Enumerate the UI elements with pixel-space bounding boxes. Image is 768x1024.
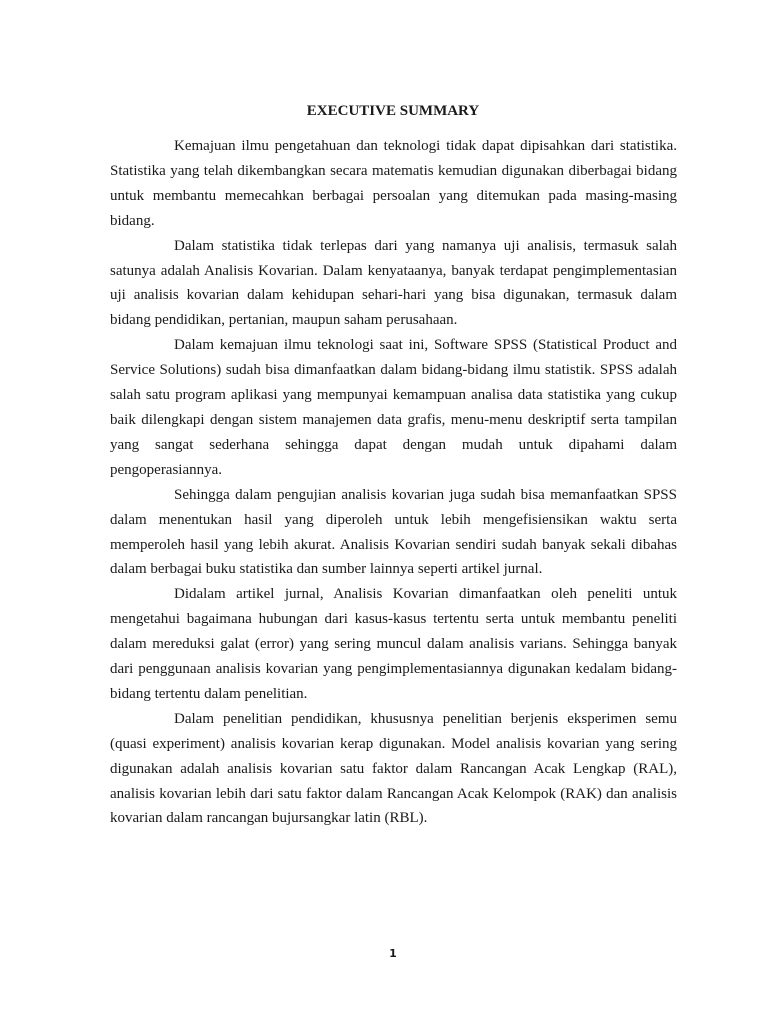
page-number: 1: [389, 947, 397, 960]
document-body: [110, 134, 677, 831]
paragraph-3: Dalam kemajuan ilmu teknologi saat ini, Software SPSS (Statistical Product and Service Solutions) sudah bisa dimanfaatkan dalam bidang-bidang ilmu statistik. SPSS adalah salah satu program aplikasi yang mempunyai kemampuan analisa data statistika yang cukup baik dilengkapi dengan sistem manajemen data grafis, menu-menu deskriptif serta tampilan yang sangat sederhana sehingga dapat dengan mudah untuk dipahami dalam pengoperasiannya.: [110, 337, 677, 478]
paragraph-6: Dalam penelitian pendidikan, khususnya penelitian berjenis eksperimen semu (quasi experiment) analisis kovarian kerap digunakan. Model analisis kovarian yang sering digunakan adalah analisis kovarian satu faktor dalam Rancangan Acak Lengkap (RAL), analisis kovarian lebih dari satu faktor dalam Rancangan Acak Kelompok (RAK) dan analisis kovarian dalam rancangan bujursangkar latin (RBL).: [110, 710, 677, 827]
paragraph-2: Dalam statistika tidak terlepas dari yang namanya uji analisis, termasuk salah satunya adalah Analisis Kovarian. Dalam kenyataanya, banyak terdapat pengimplementasian uji analisis kovarian dalam kehidupan sehari-hari yang bisa digunakan, termasuk dalam bidang pendidikan, pertanian, maupun saham perusahaan.: [110, 237, 677, 329]
paragraph-1: Kemajuan ilmu pengetahuan dan teknologi tidak dapat dipisahkan dari statistika. Statistika yang telah dikembangkan secara matematis kemudian digunakan diberbagai bidang untuk membantu memecahkan berbagai persoalan yang ditemukan pada masing-masing bidang.: [110, 138, 677, 229]
paragraph-5: Didalam artikel jurnal, Analisis Kovarian dimanfaatkan oleh peneliti untuk mengetahui bagaimana hubungan dari kasus-kasus tertentu serta untuk membantu peneliti dalam mereduksi galat (error) yang sering muncul dalam analisis varians. Sehingga banyak dari penggunaan analisis kovarian yang pengimplementasiannya digunakan kedalam bidang-bidang tertentu dalam penelitian.: [110, 586, 677, 702]
paragraph-4: Sehingga dalam pengujian analisis kovarian juga sudah bisa memanfaatkan SPSS dalam menentukan hasil yang diperoleh untuk lebih mengefisiensikan waktu serta memperoleh hasil yang lebih akurat. Analisis Kovarian sendiri sudah banyak sekali dibahas dalam berbagai buku statistika dan sumber lainnya seperti artikel jurnal.: [110, 486, 677, 578]
page-title: EXECUTIVE SUMMARY: [306, 103, 480, 119]
